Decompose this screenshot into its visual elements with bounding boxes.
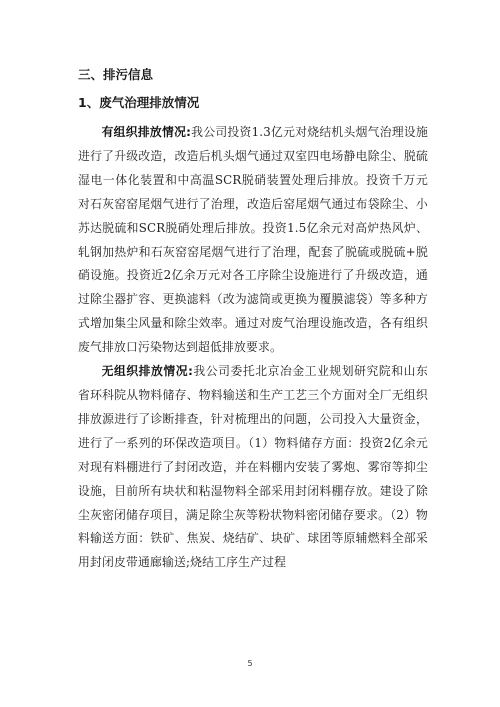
paragraph-text-organized: 我公司投资1.3亿元对烧结机头烟气治理设施进行了升级改造，改造后机头烟气通过双室四电场静电除尘、脱硫湿电一体化装置和中高温SCR脱硝装置处理后排放。投资千万元对石灰窑窑尾烟气进行了治理，改造后窑尾烟气通过布袋除尘、小苏达脱硫和SCR脱硝处理后排放。投资1.5亿余元对高炉热风炉、轧钢加热炉和石灰窑窑尾烟气进行了治理，配套了脱硫或脱硫+脱硝设施。投资近2亿余万元对各工序除尘设施进行了升级改造，通过除尘器扩容、更换滤料（改为滤筒或更换为覆膜滤袋）等多种方式增加集尘风量和除尘效率。通过对废气治理设施改造，各有组织废气排放口污染物达到超低排放要求。: [78, 125, 428, 355]
paragraph-organized-emissions: [78, 121, 428, 360]
section-title: 三、排污信息: [78, 67, 154, 82]
paragraph-fugitive-emissions: [78, 360, 428, 575]
paragraph-lead-organized: 有组织排放情况:: [101, 125, 192, 139]
paragraph-lead-fugitive: 无组织排放情况:: [101, 364, 194, 379]
document-body: [78, 66, 428, 575]
subsection-title: 1、废气治理排放情况: [78, 95, 200, 110]
paragraph-text-fugitive: 我公司委托北京冶金工业规划研究院和山东省环科院从物料储存、物料输送和生产工艺三个方面对全厂无组织排放源进行了诊断排查，针对梳理出的问题，公司投入大量资金，进行了一系列的环保改造项目。（1）物料储存方面：投资2亿余元对现有料棚进行了封闭改造，并在料棚内安装了雾炮、雾帘等抑尘设施，目前所有块状和粘湿物料全部采用封闭料棚存放。建设了除尘灰密闭储存项目，满足除尘灰等粉状物料密闭储存要求。（2）物料输送方面：铁矿、焦炭、烧结矿、块矿、球团等原辅燃料全部采用封闭皮带通廊输送;烧结工序生产过程: [78, 364, 428, 570]
page-number: 5: [247, 659, 253, 668]
